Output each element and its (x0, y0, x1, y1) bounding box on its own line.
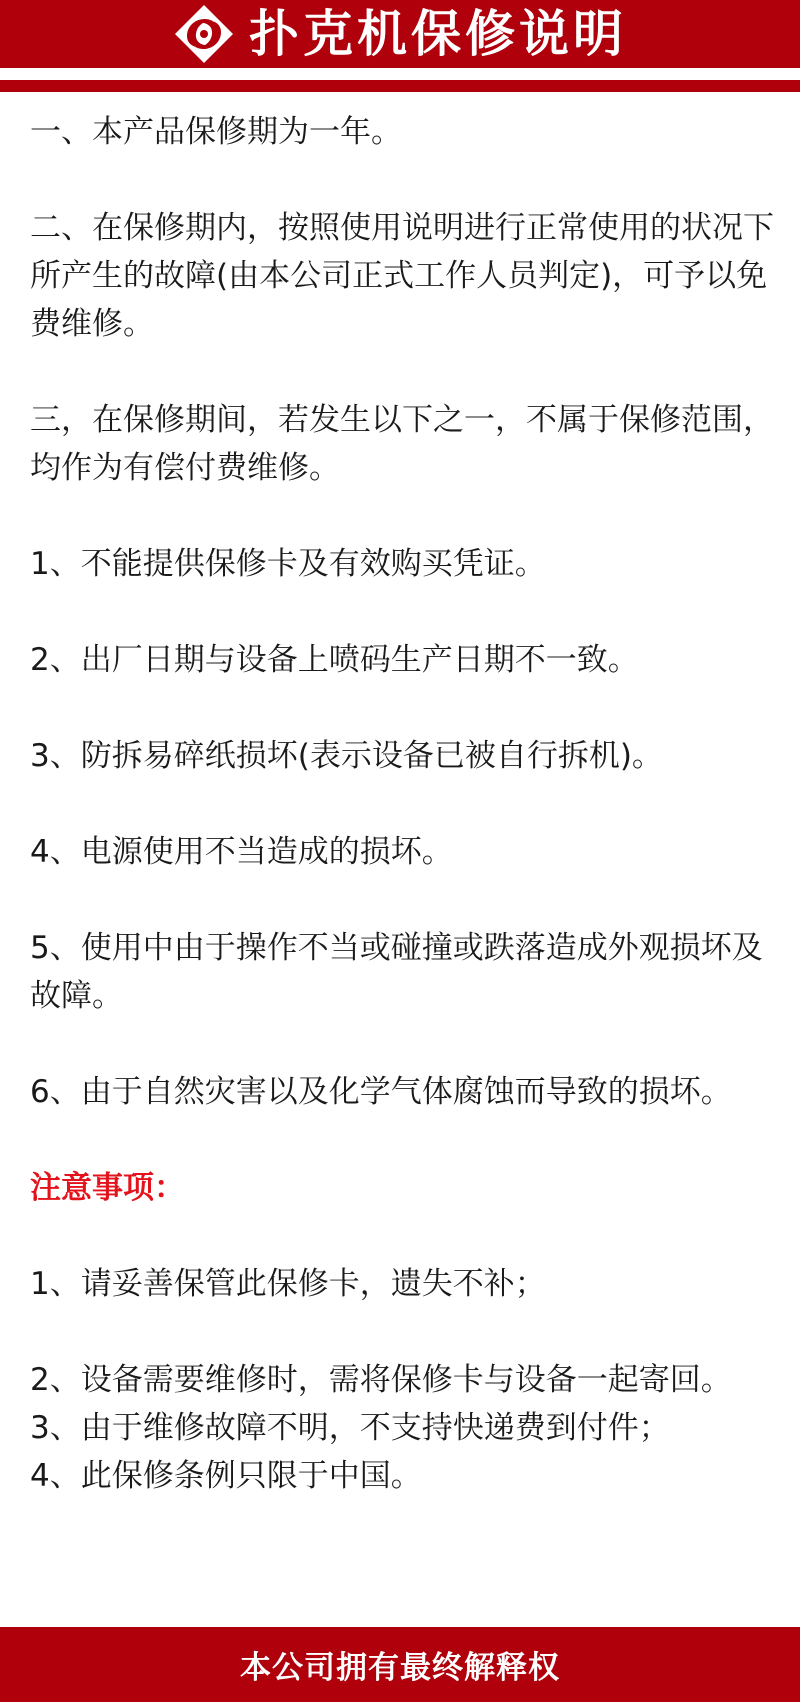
notice-item-1: 1、请妥善保管此保修卡，遗失不补； (30, 1266, 546, 1302)
spacer (30, 876, 778, 924)
spacer (30, 1020, 778, 1068)
exclusion-item-2: 2、出厂日期与设备上喷码生产日期不一致。 (30, 642, 639, 678)
red-white-swirl-logo-icon (173, 3, 235, 65)
header-banner (0, 0, 800, 68)
footer-rights-text: 本公司拥有最终解释权 (240, 1650, 560, 1686)
spacer (30, 588, 778, 636)
exclusion-item-5: 5、使用中由于操作不当或碰撞或跌落造成外观损坏及故障。 (30, 930, 763, 1014)
notice-item-2: 2、设备需要维修时，需将保修卡与设备一起寄回。 (30, 1362, 732, 1398)
exclusion-item-3: 3、防拆易碎纸损坏(表示设备已被自行拆机)。 (30, 738, 663, 774)
footer-banner (0, 1627, 800, 1702)
spacer (30, 492, 778, 540)
page-title: 扑克机保修说明 (249, 5, 627, 63)
spacer (30, 1308, 778, 1356)
term-paid-repair: 三，在保修期间，若发生以下之一，不属于保修范围，均作为有偿付费维修。 (30, 402, 774, 486)
spacer (30, 1212, 778, 1260)
header-inner (173, 3, 627, 65)
term-warranty-period: 一、本产品保修期为一年。 (30, 114, 402, 150)
exclusion-item-6: 6、由于自然灾害以及化学气体腐蚀而导致的损坏。 (30, 1074, 732, 1110)
notice-item-4: 4、此保修条例只限于中国。 (30, 1458, 422, 1494)
spacer (30, 348, 778, 396)
spacer (30, 156, 778, 204)
spacer (30, 684, 778, 732)
term-free-repair: 二、在保修期内，按照使用说明进行正常使用的状况下所产生的故障(由本公司正式工作人员判定)，可予以免费维修。 (30, 210, 774, 342)
notice-item-3: 3、由于维修故障不明，不支持快递费到付件； (30, 1410, 670, 1446)
notice-title: 注意事项： (30, 1170, 185, 1206)
warranty-content (30, 108, 778, 1500)
header-divider (0, 80, 800, 92)
spacer (30, 780, 778, 828)
exclusion-item-1: 1、不能提供保修卡及有效购买凭证。 (30, 546, 546, 582)
exclusion-item-4: 4、电源使用不当造成的损坏。 (30, 834, 453, 870)
spacer (30, 1116, 778, 1164)
